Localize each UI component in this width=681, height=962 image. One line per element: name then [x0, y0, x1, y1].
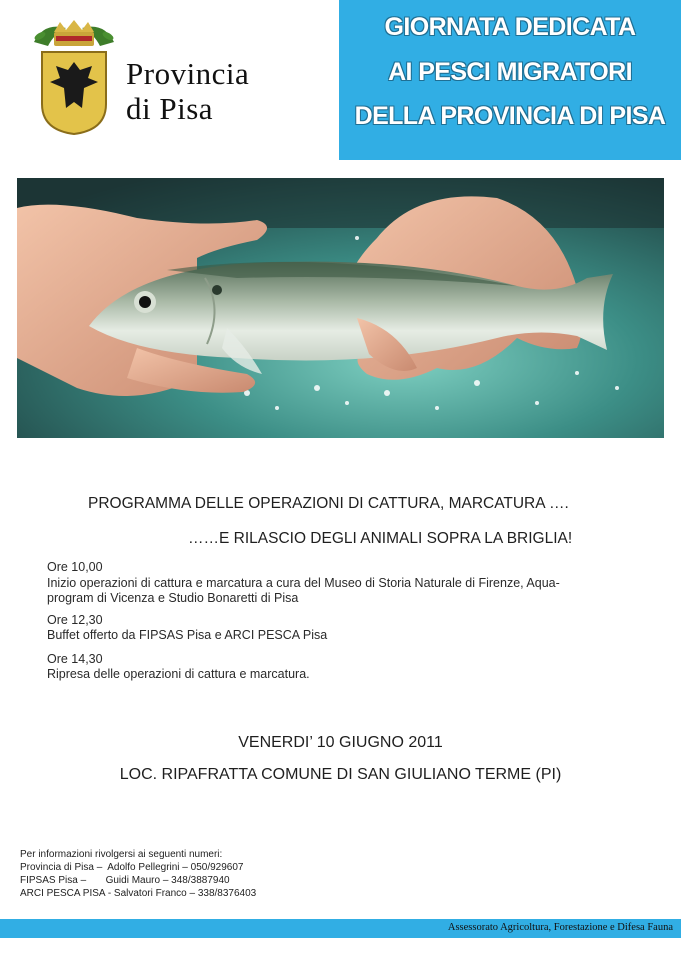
footer-bar	[0, 919, 681, 938]
provincia-title	[126, 58, 249, 124]
contact-line: FIPSAS Pisa – Guidi Mauro – 348/3887940	[20, 875, 230, 886]
event-title-line2: AI PESCI MIGRATORI	[388, 58, 632, 86]
schedule-time: Ore 12,30	[47, 612, 103, 627]
event-title-line1: GIORNATA DEDICATA	[384, 13, 636, 41]
program-subheading: ……E RILASCIO DEGLI ANIMALI SOPRA LA BRIGLIA!	[188, 530, 573, 547]
schedule-desc-cont: program di Vicenza e Studio Bonaretti di Pisa	[47, 591, 299, 605]
schedule-item	[47, 613, 667, 644]
schedule-desc: Buffet offerto da FIPSAS Pisa e ARCI PESCA Pisa	[47, 628, 328, 642]
schedule-item	[47, 652, 667, 683]
program-heading: PROGRAMMA DELLE OPERAZIONI DI CATTURA, MARCATURA ….	[88, 495, 569, 512]
contact-info	[20, 848, 256, 900]
schedule-list	[47, 560, 667, 683]
provincia-logo	[26, 12, 326, 142]
fish-photo	[17, 178, 664, 438]
provincia-line1: Provincia	[126, 56, 250, 91]
schedule-desc: Ripresa delle operazioni di cattura e marcatura.	[47, 667, 310, 681]
event-title-box	[339, 0, 681, 160]
schedule-time: Ore 10,00	[47, 560, 103, 574]
footer-text: Assessorato Agricoltura, Forestazione e Difesa Fauna	[447, 922, 673, 933]
contact-line: Provincia di Pisa – Adolfo Pellegrini – 050/929607	[20, 862, 244, 873]
event-title-line3: DELLA PROVINCIA DI PISA	[354, 102, 666, 130]
contact-line: ARCI PESCA PISA - Salvatori Franco – 338/8376403	[20, 888, 257, 899]
provincia-line2: di Pisa	[126, 91, 214, 126]
schedule-time: Ore 14,30	[47, 651, 103, 666]
schedule-desc: Inizio operazioni di cattura e marcatura a cura del Museo di Storia Naturale di Firenze, Aqua-	[47, 575, 560, 590]
contact-intro: Per informazioni rivolgersi ai seguenti numeri:	[20, 849, 223, 860]
schedule-item	[47, 560, 667, 607]
coat-of-arms-icon	[26, 12, 122, 137]
event-location: LOC. RIPAFRATTA COMUNE DI SAN GIULIANO TERME (PI)	[119, 766, 562, 783]
event-date: VENERDI’ 10 GIUGNO 2011	[238, 734, 443, 751]
